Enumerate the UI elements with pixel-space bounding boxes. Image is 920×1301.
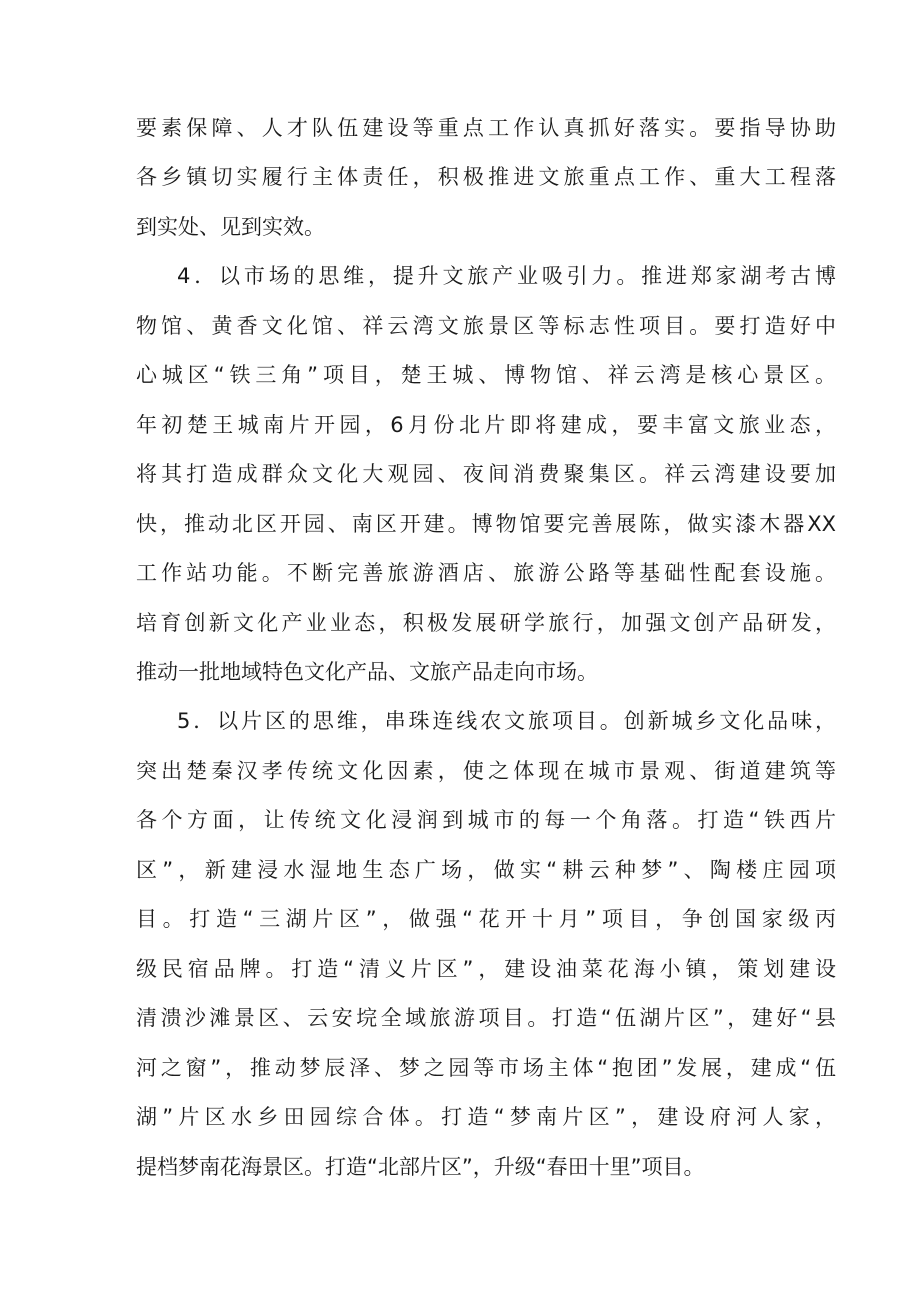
body-text-line: 河之窗”，推动梦辰泽、梦之园等市场主体“抱团”发展，建成“伍 [136, 1056, 836, 1080]
body-text-line: 各乡镇切实履行主体责任，积极推进文旅重点工作、重大工程落 [136, 165, 836, 189]
body-text-line: 要素保障、人才队伍建设等重点工作认真抓好落实。要指导协助 [136, 116, 836, 140]
body-text-line: 将其打造成群众文化大观园、夜间消费聚集区。祥云湾建设要加 [136, 462, 836, 486]
body-text-line: 心城区“铁三角”项目，楚王城、博物馆、祥云湾是核心景区。 [136, 363, 836, 387]
body-text-line: 目。打造“三湖片区”，做强“花开十月”项目，争创国家级丙 [136, 907, 836, 931]
body-text-line: 湖”片区水乡田园综合体。打造“梦南片区”，建设府河人家， [136, 1105, 836, 1129]
body-text-line: 提档梦南花海景区。打造“北部片区”，升级“春田十里”项目。 [136, 1155, 705, 1179]
paragraph-4-first-line: 4．以市场的思维，提升文旅产业吸引力。推进郑家湖考古博 [177, 264, 836, 288]
body-text-line: 各个方面，让传统文化浸润到城市的每一个角落。打造“铁西片 [136, 808, 836, 832]
body-text-line: 工作站功能。不断完善旅游酒店、旅游公路等基础性配套设施。 [136, 561, 836, 585]
body-text-line: 到实处、见到实效。 [136, 215, 325, 239]
body-text-line: 年初楚王城南片开园，6月份北片即将建成，要丰富文旅业态， [136, 413, 836, 437]
body-text-line: 级民宿品牌。打造“清义片区”，建设油菜花海小镇，策划建设 [136, 957, 836, 981]
body-text-line: 突出楚秦汉孝传统文化因素，使之体现在城市景观、街道建筑等 [136, 759, 836, 783]
body-text-line: 推动一批地域特色文化产品、文旅产品走向市场。 [136, 660, 598, 684]
body-text-line: 物馆、黄香文化馆、祥云湾文旅景区等标志性项目。要打造好中 [136, 314, 836, 338]
body-text-line: 快，推动北区开园、南区开建。博物馆要完善展陈，做实漆木器XX [136, 512, 836, 536]
body-text-line: 清溃沙滩景区、云安垸全域旅游项目。打造“伍湖片区”，建好“县 [136, 1006, 836, 1030]
body-text-line: 区”，新建浸水湿地生态广场，做实“耕云种梦”、陶楼庄园项 [136, 858, 836, 882]
paragraph-5-first-line: 5．以片区的思维，串珠连线农文旅项目。创新城乡文化品味， [177, 709, 836, 733]
body-text-line: 培育创新文化产业业态，积极发展研学旅行，加强文创产品研发， [136, 611, 836, 635]
